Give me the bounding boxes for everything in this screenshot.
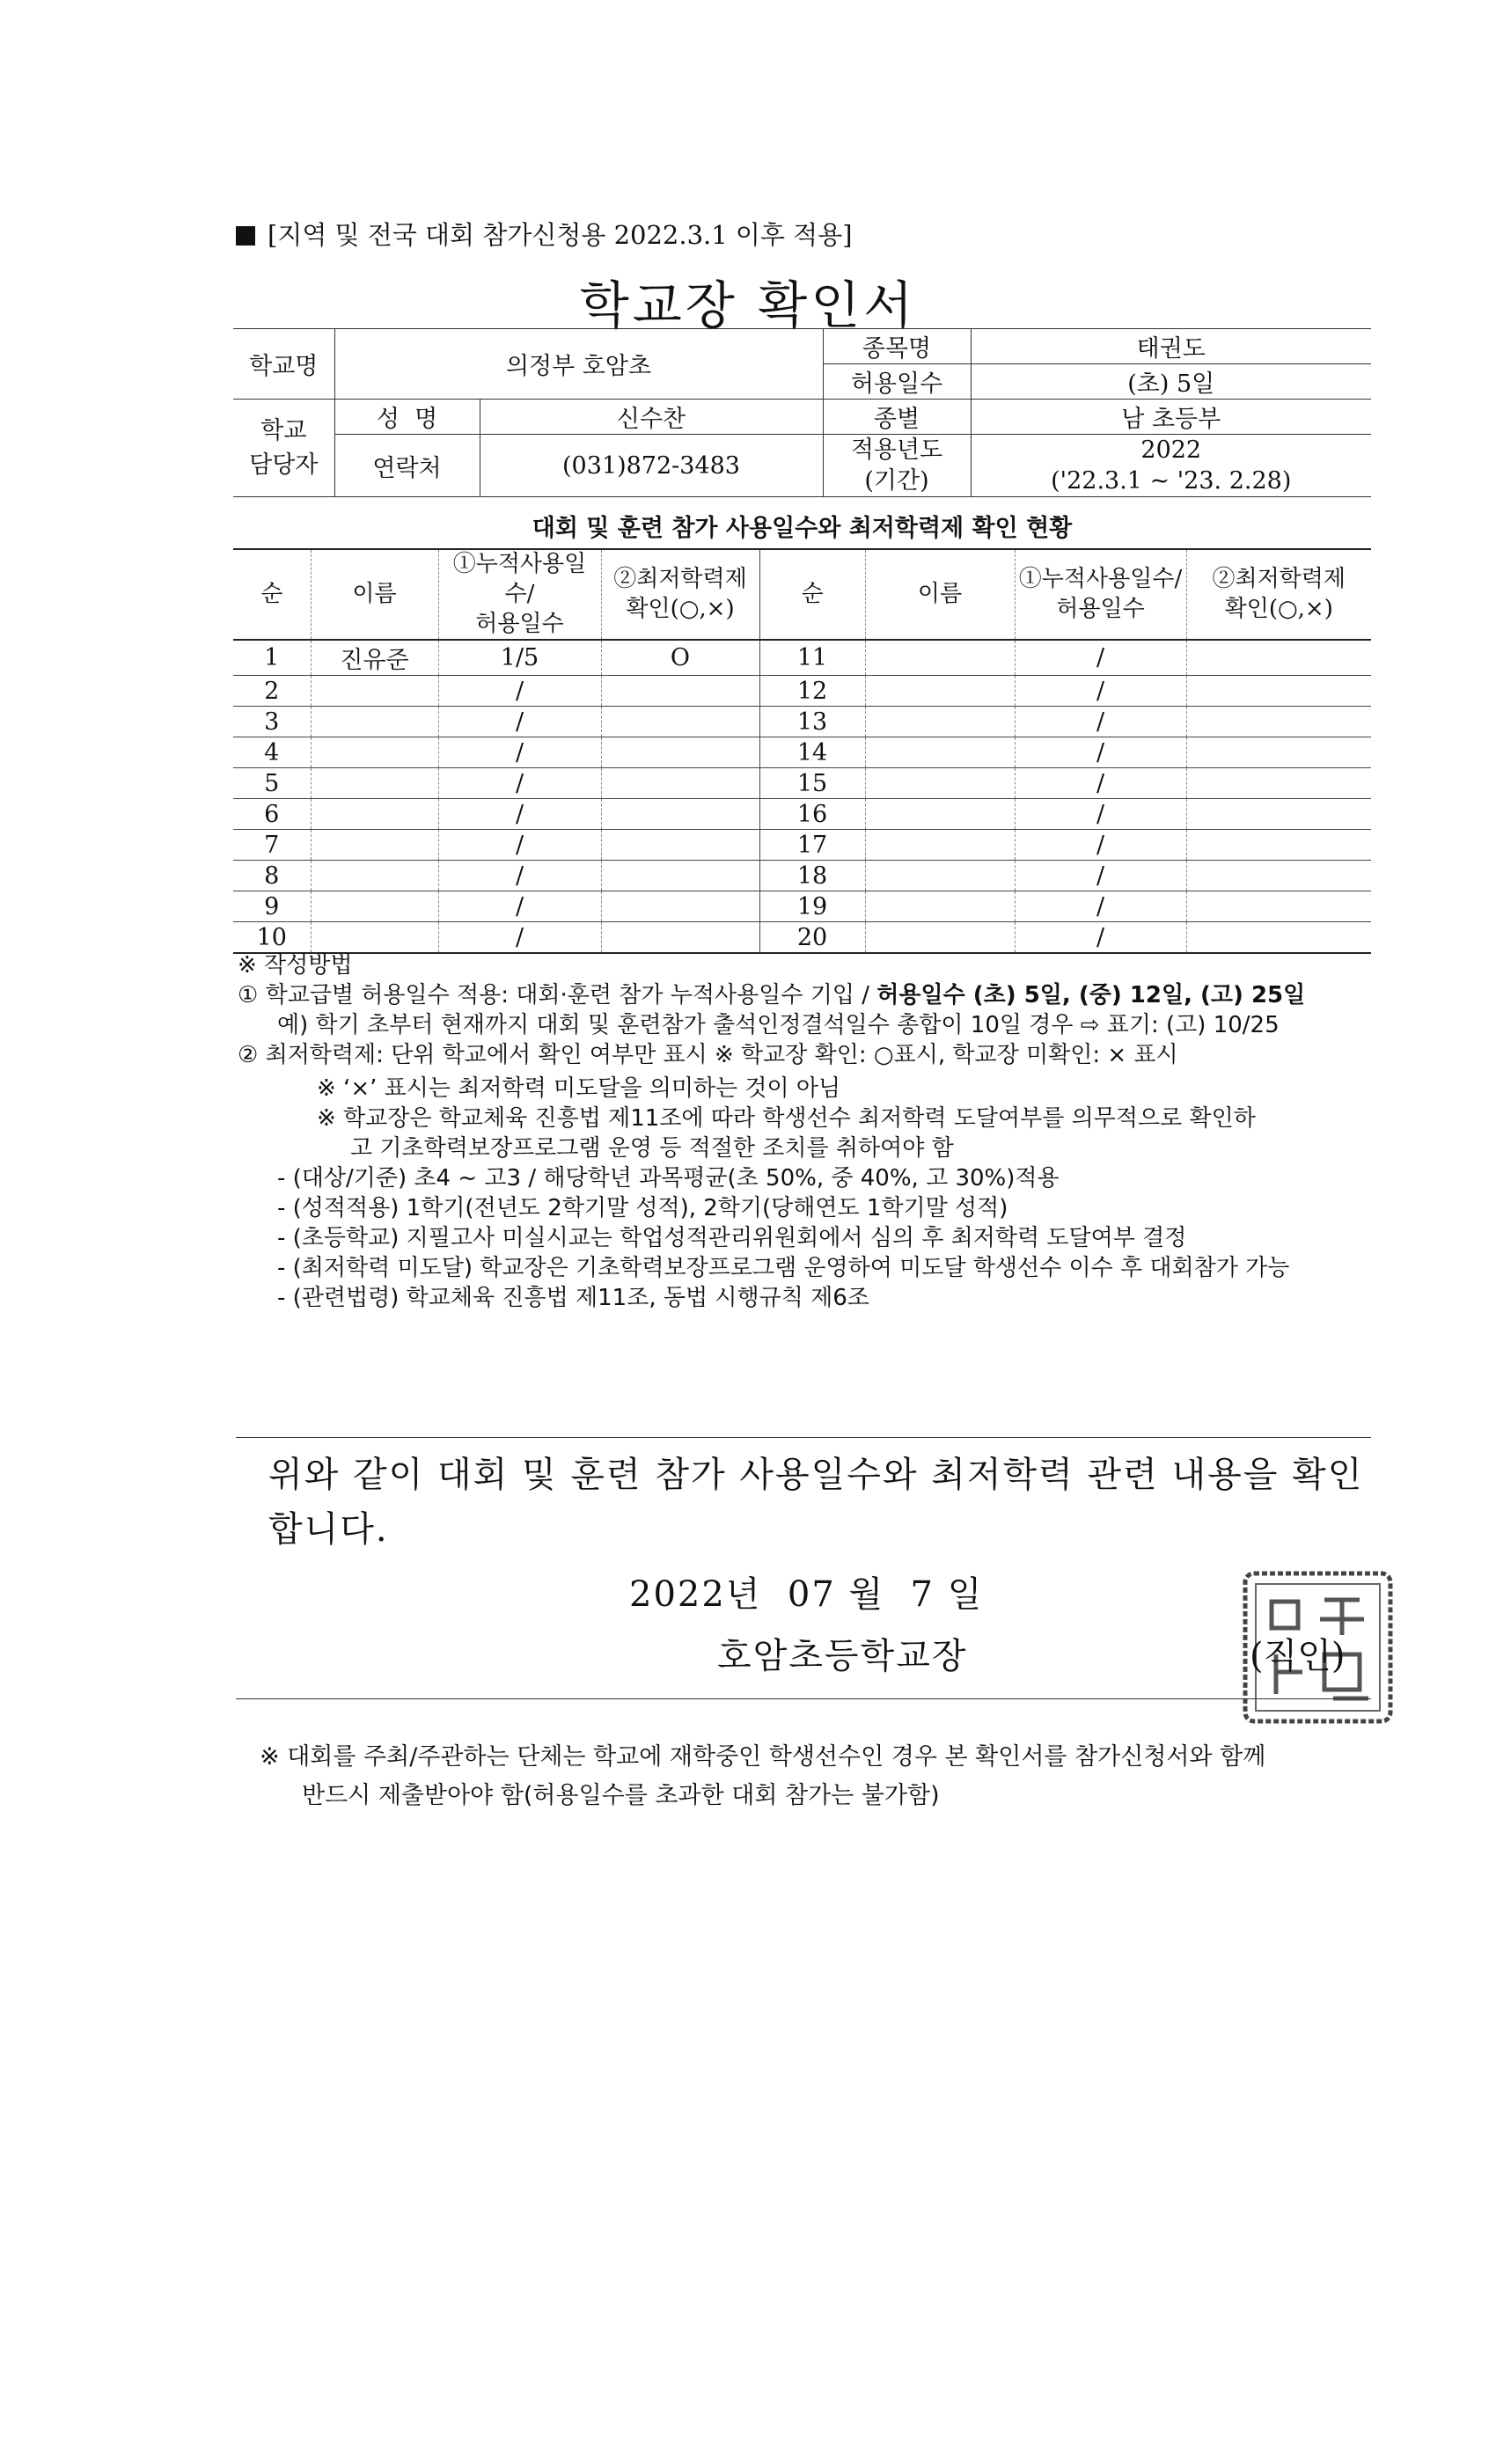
cell-days: / [1015, 830, 1186, 861]
table-row [233, 891, 1371, 922]
instructions [238, 950, 1373, 1313]
cell-no: 15 [759, 768, 865, 799]
cell-days: / [438, 676, 601, 707]
cell-min [601, 768, 759, 799]
cell-days: / [1015, 768, 1186, 799]
seal-label: (직인) [1250, 1636, 1346, 1676]
name-label: 성 명 [334, 400, 480, 435]
school-name: 의정부 호암초 [334, 329, 823, 400]
cell-min [601, 922, 759, 954]
note-1-text: ① 학교급별 허용일수 적용: 대회·훈련 참가 누적사용일수 기입 / [238, 982, 877, 1008]
cell-no: 8 [233, 861, 311, 891]
school-name-label: 학교명 [233, 329, 334, 400]
note-2-b2: 고 기초학력보장프로그램 운영 등 적절한 조치를 취하여야 함 [350, 1135, 954, 1162]
cell-no: 5 [233, 768, 311, 799]
allowed-days-label: 허용일수 [823, 364, 971, 400]
col-days-2: ①누적사용일수/ 허용일수 [1015, 549, 1186, 640]
cell-no: 18 [759, 861, 865, 891]
table-row [233, 922, 1371, 954]
cell-min [1186, 861, 1371, 891]
year-value [971, 435, 1371, 497]
name-value: 신수찬 [480, 400, 823, 435]
cell-min [1186, 891, 1371, 922]
table-row [233, 799, 1371, 830]
divider-top [236, 1437, 1371, 1438]
section-title: 대회 및 훈련 참가 사용일수와 최저학력제 확인 현황 [532, 515, 1073, 542]
cell-no: 20 [759, 922, 865, 954]
cell-name [865, 676, 1015, 707]
cell-days: / [1015, 861, 1186, 891]
detail-3: - (초등학교) 지필고사 미실시교는 학업성적관리위원회에서 심의 후 최저학력 도달여부 결정 [277, 1225, 1187, 1251]
table-row [233, 830, 1371, 861]
cell-no: 16 [759, 799, 865, 830]
table-row [233, 640, 1371, 676]
divider-bottom [236, 1698, 1371, 1699]
cell-no: 10 [233, 922, 311, 954]
note-1-example: 예) 학기 초부터 현재까지 대회 및 훈련참가 출석인정결석일수 총합이 10일 경우 ⇨ 표기: (고) 10/25 [277, 1012, 1280, 1038]
square-bullet-icon [236, 226, 255, 246]
note-1-bold: 허용일수 (초) 5일, (중) 12일, (고) 25일 [876, 982, 1306, 1008]
cell-min [1186, 830, 1371, 861]
cell-name [865, 768, 1015, 799]
principal-name: 호암초등학교장 [717, 1636, 968, 1676]
cell-days: / [438, 830, 601, 861]
col-name: 이름 [311, 549, 438, 640]
note-2: ② 최저학력제: 단위 학교에서 확인 여부만 표시 ※ 학교장 확인: ○표시, 학교장 미확인: × 표시 [238, 1042, 1178, 1068]
cell-days: / [438, 707, 601, 737]
cell-min [1186, 640, 1371, 676]
detail-4: - (최저학력 미도달) 학교장은 기초학력보장프로그램 운영하여 미도달 학생선수 이수 후 대회참가 가능 [277, 1255, 1290, 1281]
cell-name [311, 707, 438, 737]
cell-no: 14 [759, 737, 865, 768]
cell-days: / [438, 922, 601, 954]
cell-name [311, 861, 438, 891]
cell-days: / [1015, 891, 1186, 922]
cell-min [601, 830, 759, 861]
cell-min [601, 737, 759, 768]
cell-name [865, 799, 1015, 830]
cell-name [865, 737, 1015, 768]
contact-label: 연락처 [334, 435, 480, 497]
cell-name: 진유준 [311, 640, 438, 676]
cell-name [311, 891, 438, 922]
cell-min: O [601, 640, 759, 676]
cell-no: 1 [233, 640, 311, 676]
cell-no: 12 [759, 676, 865, 707]
detail-2: - (성적적용) 1학기(전년도 2학기말 성적), 2학기(당해연도 1학기말 성적) [277, 1195, 1008, 1221]
cell-days: / [438, 768, 601, 799]
period: ('22.3.1 ~ '23. 2.28) [1051, 467, 1292, 495]
cell-name [865, 861, 1015, 891]
cell-no: 17 [759, 830, 865, 861]
footer-note [260, 1738, 1386, 1815]
cell-min [1186, 768, 1371, 799]
cell-name [311, 737, 438, 768]
cell-no: 19 [759, 891, 865, 922]
col-min: ②최저학력제 확인(○,×) [601, 549, 759, 640]
cell-min [1186, 799, 1371, 830]
cell-name [311, 830, 438, 861]
category-value: 남 초등부 [971, 400, 1371, 435]
cell-no: 3 [233, 707, 311, 737]
event-label: 종목명 [823, 329, 971, 364]
cell-name [311, 676, 438, 707]
issue-date: 2022년 07 월 7 일 [629, 1574, 984, 1615]
cell-days: / [438, 861, 601, 891]
cell-name [865, 891, 1015, 922]
cell-no: 7 [233, 830, 311, 861]
cell-min [601, 707, 759, 737]
allowed-days-value: (초) 5일 [971, 364, 1371, 400]
cell-min [1186, 707, 1371, 737]
header-note-text: [지역 및 전국 대회 참가신청용 2022.3.1 이후 적용] [268, 220, 853, 250]
header-note [236, 216, 853, 252]
cell-days: / [1015, 737, 1186, 768]
contact-value: (031)872-3483 [480, 435, 823, 497]
detail-5: - (관련법령) 학교체육 진흥법 제11조, 동법 시행규칙 제6조 [277, 1285, 869, 1311]
cell-days: / [438, 737, 601, 768]
cell-days: / [438, 891, 601, 922]
cell-min [601, 676, 759, 707]
cell-no: 11 [759, 640, 865, 676]
cell-name [865, 922, 1015, 954]
cell-min [1186, 676, 1371, 707]
note-2-b: ※ 학교장은 학교체육 진흥법 제11조에 따라 학생선수 최저학력 도달여부를 의무적으로 확인하 [317, 1105, 1256, 1132]
page-title: 학교장 확인서 [579, 275, 917, 335]
cell-min [601, 861, 759, 891]
year-label: 적용년도 (기간) [823, 435, 971, 497]
table-row [233, 861, 1371, 891]
year: 2022 [1140, 436, 1202, 464]
cell-min [1186, 922, 1371, 954]
table-row [233, 676, 1371, 707]
cell-name [865, 830, 1015, 861]
manager-label: 학교 담당자 [233, 400, 334, 497]
cell-no: 6 [233, 799, 311, 830]
detail-1: - (대상/기준) 초4 ~ 고3 / 해당학년 과목평균(초 50%, 중 40%, 고 30%)적용 [277, 1165, 1060, 1192]
info-table [233, 328, 1371, 497]
cell-no: 2 [233, 676, 311, 707]
cell-min [1186, 737, 1371, 768]
cell-no: 13 [759, 707, 865, 737]
col-no: 순 [233, 549, 311, 640]
col-no-2: 순 [759, 549, 865, 640]
cell-no: 9 [233, 891, 311, 922]
note-1 [238, 980, 1373, 1010]
cell-name [311, 799, 438, 830]
cell-days: / [1015, 799, 1186, 830]
cell-name [311, 922, 438, 954]
cell-no: 4 [233, 737, 311, 768]
cell-min [601, 799, 759, 830]
col-days: ①누적사용일수/ 허용일수 [438, 549, 601, 640]
cell-days: / [1015, 640, 1186, 676]
table-row [233, 707, 1371, 737]
footer-line-1: ※ 대회를 주최/주관하는 단체는 학교에 재학중인 학생선수인 경우 본 확인서를 참가신청서와 함께 [260, 1743, 1266, 1771]
cell-name [865, 707, 1015, 737]
cell-min [601, 891, 759, 922]
cell-name [865, 640, 1015, 676]
cell-days: / [438, 799, 601, 830]
note-2-a: ※ ‘×’ 표시는 최저학력 미도달을 의미하는 것이 아님 [317, 1075, 841, 1102]
cell-days: / [1015, 707, 1186, 737]
table-header-row [233, 549, 1371, 640]
footer-line-2: 반드시 제출받아야 함(허용일수를 초과한 대회 참가는 불가함) [302, 1782, 940, 1809]
table-row [233, 737, 1371, 768]
cell-days: 1/5 [438, 640, 601, 676]
status-table [233, 548, 1371, 954]
category-label: 종별 [823, 400, 971, 435]
table-row [233, 768, 1371, 799]
col-name-2: 이름 [865, 549, 1015, 640]
confirm-statement: 위와 같이 대회 및 훈련 참가 사용일수와 최저학력 관련 내용을 확인합니다. [268, 1455, 1364, 1550]
cell-days: / [1015, 922, 1186, 954]
notes-heading: ※ 작성방법 [238, 952, 353, 979]
col-min-2: ②최저학력제 확인(○,×) [1186, 549, 1371, 640]
event-value: 태권도 [971, 329, 1371, 364]
cell-name [311, 768, 438, 799]
cell-days: / [1015, 676, 1186, 707]
